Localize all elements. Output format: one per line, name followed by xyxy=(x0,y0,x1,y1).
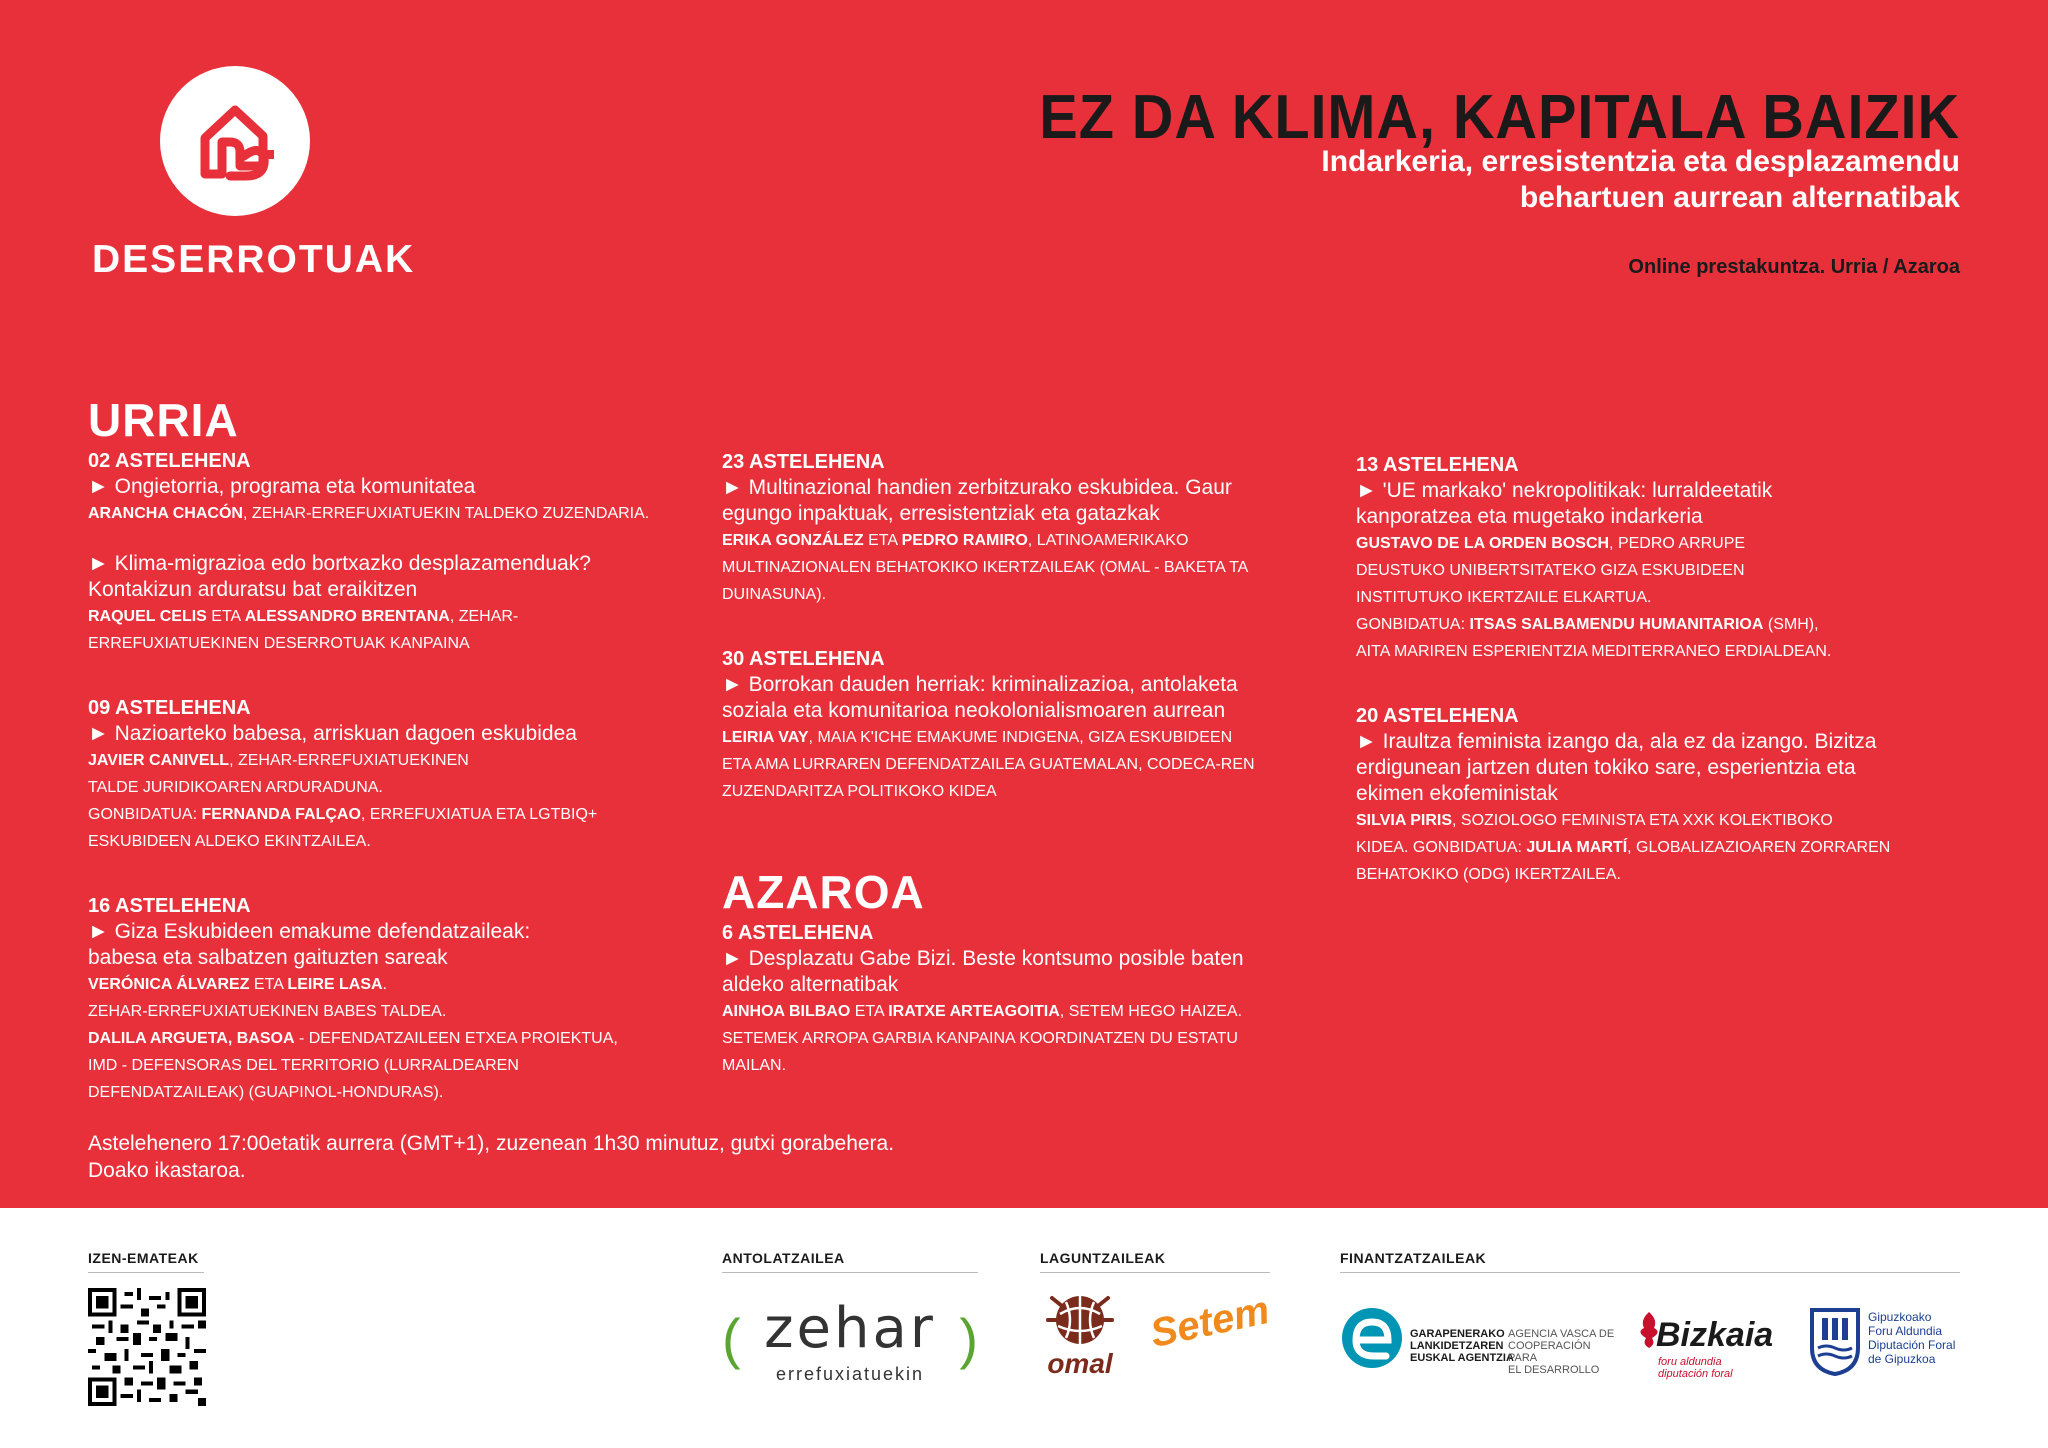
session-title: kanporatzea eta mugetako indarkeria xyxy=(1356,505,1703,528)
zehar-tagline: errefuxiatuekin xyxy=(775,1364,925,1384)
speaker-name: GUSTAVO DE LA ORDEN BOSCH xyxy=(1356,535,1610,552)
bizkaia-tagline xyxy=(1658,1356,1733,1380)
coat-of-arms-icon xyxy=(1808,1306,1862,1376)
connector: ETA xyxy=(850,1003,889,1020)
session-speaker xyxy=(88,747,688,774)
session-title: erdigunean jartzen duten tokiko sare, esperientzia eta xyxy=(1356,756,1856,779)
month-heading: AZAROA xyxy=(722,866,925,918)
speaker-role: SETEMEK ARROPA GARBIA KANPAINA KOORDINATZEN DU ESTATU xyxy=(722,1030,1238,1047)
bracket-icon: ) xyxy=(959,1307,978,1370)
speaker-role: TALDE JURIDIKOAREN ARDURADUNA. xyxy=(88,779,383,796)
bizkaia-wordmark: Bizkaia xyxy=(1656,1316,1774,1354)
speaker-role: IMD - DEFENSORAS DEL TERRITORIO (LURRALDEAREN xyxy=(88,1057,519,1074)
footer-label-funders: FINANTZATZAILEAK xyxy=(1340,1250,1487,1266)
session-day: 6 ASTELEHENA xyxy=(722,922,874,944)
agency-line: AGENCIA VASCA DE xyxy=(1508,1328,1615,1340)
footer-divider xyxy=(1340,1272,1960,1273)
agency-line: COOPERACIÓN PARA xyxy=(1508,1340,1591,1364)
speaker-role: ETA AMA LURRAREN DEFENDATZAILEA GUATEMALAN, CODECA-REN xyxy=(722,756,1255,773)
session-day: 09 ASTELEHENA xyxy=(88,697,251,719)
footer-label-collaborators: LAGUNTZAILEAK xyxy=(1040,1250,1166,1266)
subtitle-line: behartuen aurrean alternatibak xyxy=(1519,181,1960,214)
gipuzkoa-line: Diputación Foral xyxy=(1868,1338,1956,1352)
session-day: 20 ASTELEHENA xyxy=(1356,705,1519,727)
guest-label: KIDEA. GONBIDATUA: xyxy=(1356,839,1527,856)
speaker-role: , SETEM HEGO HAIZEA. xyxy=(1059,1003,1243,1020)
session-title: ► Giza Eskubideen emakume defendatzaileak: xyxy=(88,920,531,943)
page-title: EZ DA KLIMA, KAPITALA BAIZIK xyxy=(1039,83,1960,152)
footer-label-registration: IZEN-EMATEAK xyxy=(88,1250,199,1266)
session-day: 16 ASTELEHENA xyxy=(88,895,251,917)
session-speaker xyxy=(722,724,1322,751)
subtitle-line: Indarkeria, erresistentzia eta desplazamendu xyxy=(1321,145,1960,178)
session-title: ► Ongietorria, programa eta komunitatea xyxy=(88,475,476,498)
omal-logo xyxy=(1040,1288,1120,1378)
agency-name-es xyxy=(1508,1328,1620,1376)
session-title: egungo inpaktuak, erresistentziak eta gatazkak xyxy=(722,502,1160,525)
session-title: ekimen ekofeministak xyxy=(1356,782,1558,805)
setem-logo: Setem xyxy=(1146,1288,1274,1357)
session-day: 30 ASTELEHENA xyxy=(722,648,885,670)
speaker-role: , ZEHAR- xyxy=(449,608,519,625)
speaker-name: PEDRO RAMIRO xyxy=(901,532,1028,549)
speaker-role: ZEHAR-ERREFUXIATUEKINEN BABES TALDEA. xyxy=(88,1003,447,1020)
column-3 xyxy=(1356,452,1956,888)
schedule-footnote xyxy=(88,1130,894,1184)
speaker-role: DUINASUNA). xyxy=(722,586,827,603)
speaker-name: JAVIER CANIVELL xyxy=(88,752,230,769)
agency-line: EL DESARROLLO xyxy=(1508,1364,1600,1376)
speaker-name: ARANCHA CHACÓN xyxy=(88,505,243,522)
speaker-name: LEIRE LASA xyxy=(287,976,383,993)
session-day: 23 ASTELEHENA xyxy=(722,451,885,473)
speaker-role: DEFENDATZAILEAK) (GUAPINOL-HONDURAS). xyxy=(88,1084,444,1101)
speaker-role: AITA MARIREN ESPERIENTZIA MEDITERRANEO ERDIALDEAN. xyxy=(1356,643,1832,660)
session-speaker xyxy=(722,527,1322,554)
speaker-role: , MAIA K'ICHE EMAKUME INDIGENA, GIZA ESKUBIDEEN xyxy=(808,729,1233,746)
bizkaia-logo xyxy=(1636,1306,1776,1380)
guest-label: GONBIDATUA: xyxy=(1356,616,1470,633)
agency-line: EUSKAL AGENTZIA xyxy=(1410,1352,1514,1364)
footnote-line: Astelehenero 17:00etatik aurrera (GMT+1), zuzenean 1h30 minutuz, gutxi gorabehera. xyxy=(88,1132,895,1155)
speaker-role: , ERREFUXIATUA ETA LGTBIQ+ xyxy=(360,806,598,823)
speaker-role: DEUSTUKO UNIBERTSITATEKO GIZA ESKUBIDEEN xyxy=(1356,562,1745,579)
session-speaker xyxy=(88,603,688,630)
speaker-name: AINHOA BILBAO xyxy=(722,1003,851,1020)
session-day: 13 ASTELEHENA xyxy=(1356,454,1519,476)
globe-icon xyxy=(1040,1288,1120,1352)
speaker-role: MAILAN. xyxy=(722,1057,787,1074)
session-guest xyxy=(1356,834,1956,861)
bracket-icon: ( xyxy=(722,1307,741,1370)
connector: ETA xyxy=(206,608,245,625)
session-day: 02 ASTELEHENA xyxy=(88,450,251,472)
bizkaia-line: diputación foral xyxy=(1658,1368,1733,1380)
session-title: ► Desplazatu Gabe Bizi. Beste kontsumo posible baten xyxy=(722,947,1244,970)
qr-code-icon[interactable] xyxy=(88,1288,206,1406)
gipuzkoa-logo xyxy=(1808,1306,1968,1382)
agency-line: LANKIDETZAREN xyxy=(1410,1340,1504,1352)
connector: . xyxy=(382,976,387,993)
session-title: ► Iraultza feminista izango da, ala ez da izango. Bizitza xyxy=(1356,730,1877,753)
session-title: ► Klima-migrazioa edo bortxazko desplazamenduak? xyxy=(88,552,591,575)
session-title: aldeko alternatibak xyxy=(722,973,899,996)
speaker-name: IRATXE ARTEAGOITIA xyxy=(888,1003,1060,1020)
footer-divider xyxy=(722,1272,978,1273)
omal-wordmark: omal xyxy=(1047,1348,1113,1379)
bizkaia-line: foru aldundia xyxy=(1658,1356,1722,1368)
speaker-name: ALESSANDRO BRENTANA xyxy=(244,608,450,625)
session-title: ► Nazioarteko babesa, arriskuan dagoen eskubidea xyxy=(88,722,577,745)
session-speaker xyxy=(88,1025,688,1052)
speaker-name: ERIKA GONZÁLEZ xyxy=(722,532,864,549)
speaker-role: ESKUBIDEEN ALDEKO EKINTZAILEA. xyxy=(88,833,371,850)
zehar-logo xyxy=(720,1296,980,1386)
footer-divider xyxy=(1040,1272,1270,1273)
speaker-role: , ZEHAR-ERREFUXIATUEKIN TALDEKO ZUZENDARIA. xyxy=(242,505,650,522)
speaker-role: MULTINAZIONALEN BEHATOKIKO IKERTZAILEAK (OMAL - BAKETA TA xyxy=(722,559,1249,576)
speaker-name: RAQUEL CELIS xyxy=(88,608,207,625)
session-title: ► 'UE markako' nekropolitikak: lurraldeetatik xyxy=(1356,479,1773,502)
guest-label: GONBIDATUA: xyxy=(88,806,202,823)
footer-label-organizer: ANTOLATZAILEA xyxy=(722,1250,845,1266)
speaker-name: DALILA ARGUETA, BASOA xyxy=(88,1030,295,1047)
connector: ETA xyxy=(249,976,288,993)
session-title: Kontakizun arduratsu bat eraikitzen xyxy=(88,578,418,601)
gipuzkoa-name xyxy=(1868,1310,1955,1366)
speaker-role: INSTITUTUKO IKERTZAILE ELKARTUA. xyxy=(1356,589,1652,606)
brand-name: DESERROTUAK xyxy=(92,238,416,281)
page-subtitle xyxy=(1060,144,1960,216)
speaker-name: FERNANDA FALÇAO xyxy=(201,806,361,823)
speaker-role: - DEFENDATZAILEEN ETXEA PROIEKTUA, xyxy=(294,1030,618,1047)
speaker-role: BEHATOKIKO (ODG) IKERTZAILEA. xyxy=(1356,866,1621,883)
speaker-role: , PEDRO ARRUPE xyxy=(1609,535,1746,552)
speaker-name: JULIA MARTÍ xyxy=(1526,839,1628,856)
speaker-role: , ZEHAR-ERREFUXIATUEKINEN xyxy=(229,752,469,769)
footer-divider xyxy=(88,1272,204,1273)
speaker-name: LEIRIA VAY xyxy=(722,729,809,746)
session-title: soziala eta komunitarioa neokolonialismoaren aurrean xyxy=(722,699,1226,722)
speaker-role: , GLOBALIZAZIOAREN ZORRAREN xyxy=(1627,839,1891,856)
session-guest xyxy=(88,801,688,828)
speaker-role: , LATINOAMERIKAKO xyxy=(1027,532,1189,549)
footnote-line: Doako ikastaroa. xyxy=(88,1159,246,1182)
session-speaker xyxy=(1356,807,1956,834)
zehar-wordmark: zehar xyxy=(764,1296,936,1361)
speaker-role: ZUZENDARITZA POLITIKOKO KIDEA xyxy=(722,783,997,800)
online-training-note: Online prestakuntza. Urria / Azaroa xyxy=(1628,256,1960,278)
column-azaroa xyxy=(722,866,1322,1079)
speaker-role: (SMH), xyxy=(1763,616,1819,633)
month-heading: URRIA xyxy=(88,394,239,446)
speaker-role: ERREFUXIATUEKINEN DESERROTUAK KANPAINA xyxy=(88,635,470,652)
session-speaker xyxy=(88,500,688,527)
speaker-name: ITSAS SALBAMENDU HUMANITARIOA xyxy=(1469,616,1764,633)
session-guest xyxy=(1356,611,1956,638)
column-2 xyxy=(722,449,1322,805)
session-speaker xyxy=(88,971,688,998)
gipuzkoa-line: Gipuzkoako xyxy=(1868,1310,1932,1324)
session-speaker xyxy=(1356,530,1956,557)
column-urria xyxy=(88,394,688,1106)
gipuzkoa-line: Foru Aldundia xyxy=(1868,1324,1943,1338)
speaker-name: VERÓNICA ÁLVAREZ xyxy=(88,976,250,993)
agency-line: GARAPENERAKO xyxy=(1410,1328,1505,1340)
speaker-name: SILVIA PIRIS xyxy=(1356,812,1453,829)
session-title: ► Multinazional handien zerbitzurako eskubidea. Gaur xyxy=(722,476,1232,499)
elkarlan-agency-logo xyxy=(1340,1306,1620,1376)
session-speaker xyxy=(722,998,1322,1025)
agency-e-icon xyxy=(1340,1306,1404,1370)
deserrotuak-logo xyxy=(160,66,310,216)
agency-name-eu xyxy=(1410,1328,1514,1364)
session-title: babesa eta salbatzen gaituzten sareak xyxy=(88,946,448,969)
gipuzkoa-line: de Gipuzkoa xyxy=(1868,1352,1936,1366)
session-title: ► Borrokan dauden herriak: kriminalizazioa, antolaketa xyxy=(722,673,1238,696)
speaker-role: , SOZIOLOGO FEMINISTA ETA XXK KOLEKTIBOKO xyxy=(1452,812,1833,829)
connector: ETA xyxy=(863,532,902,549)
house-logo-icon xyxy=(160,66,310,216)
